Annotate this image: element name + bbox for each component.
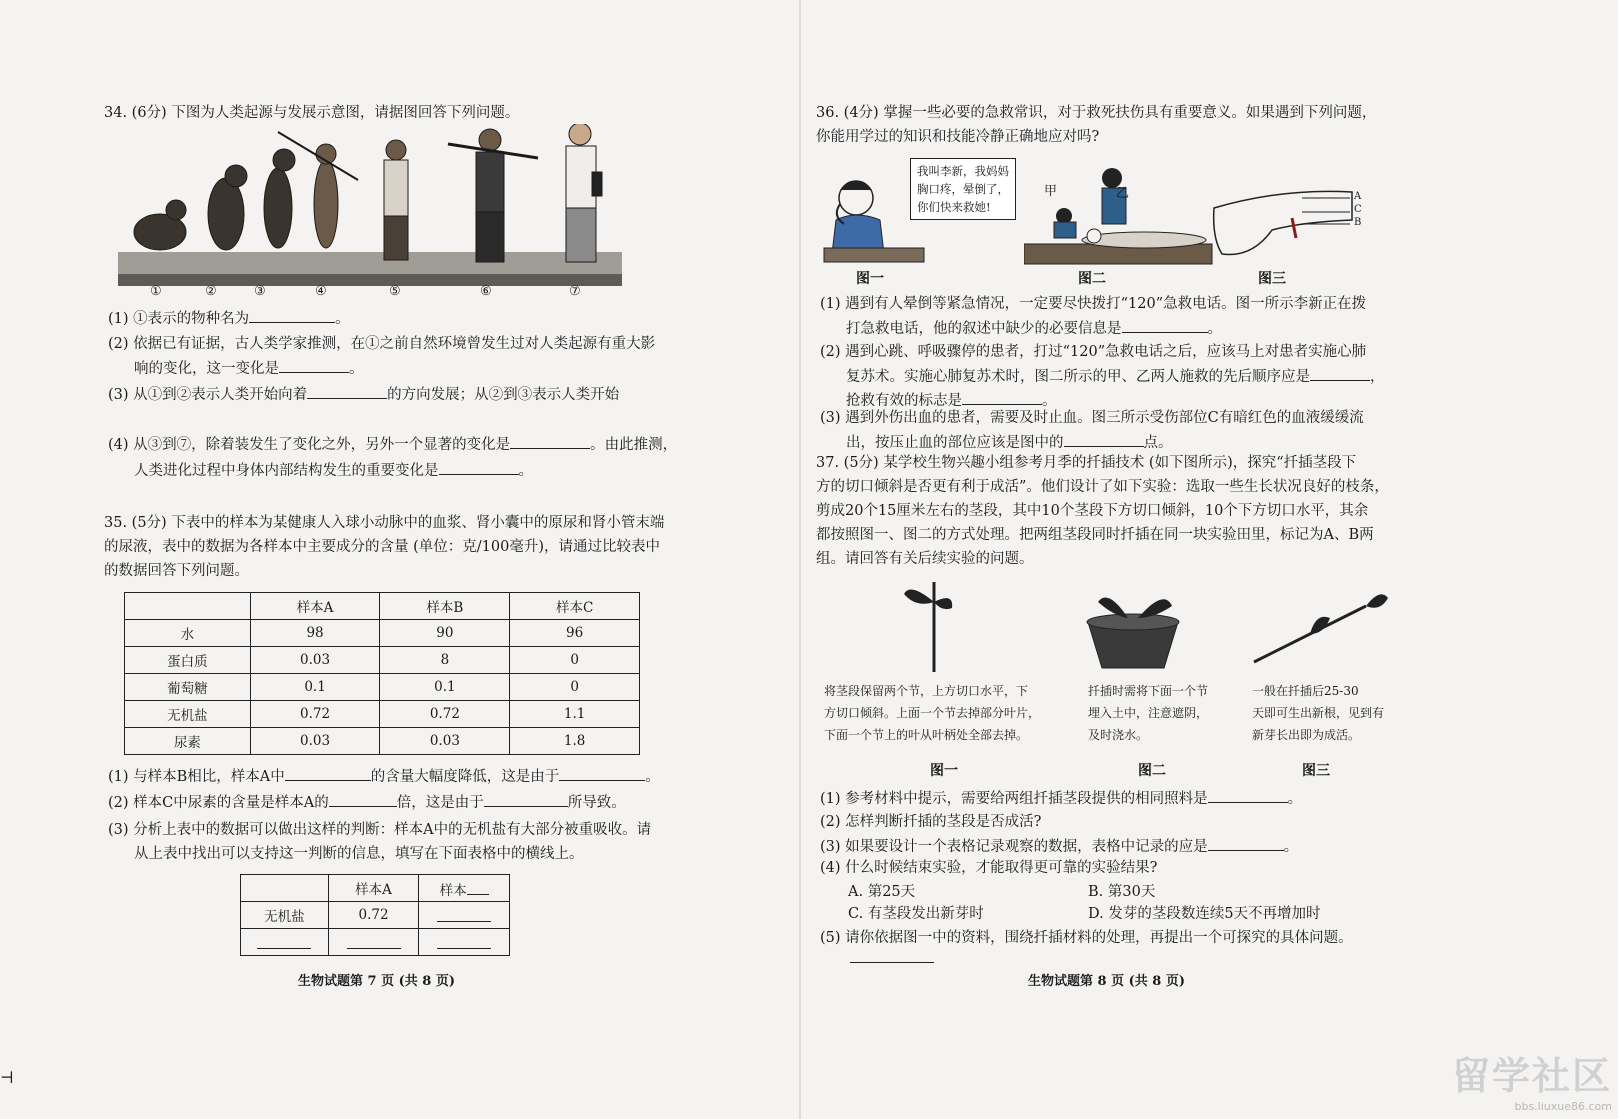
q37-figure-2-pot: [1068, 582, 1198, 672]
q36-fig2-label: 图二: [1078, 271, 1106, 287]
q35-item-1-end: 。: [645, 769, 660, 785]
q34-item-1: [108, 306, 350, 331]
marker-7: ⑦: [569, 284, 581, 299]
q35-title-3: 的数据回答下列问题。: [104, 563, 249, 579]
q35-table: [124, 592, 640, 755]
table-cell: 0.1: [250, 674, 380, 701]
q35-title-1: 35. (5分) 下表中的样本为某健康人入球小动脉中的血浆、肾小囊中的原尿和肾小管末端: [104, 515, 665, 531]
q36-item-1b-text: 打急救电话，他的叙述中缺少的必要信息是: [846, 321, 1122, 337]
q34-item-2b: [134, 356, 364, 381]
q37-fig2-label: 图二: [1138, 763, 1166, 779]
table-header-cell: 样本A: [250, 593, 380, 620]
table-cell: 8: [380, 647, 510, 674]
q35-item-2: [108, 790, 626, 815]
q34-item-4b-text: 人类进化过程中身体内部结构发生的重要变化是: [134, 463, 439, 479]
q36-title-2: 你能用学过的知识和技能冷静正确地应对吗?: [816, 129, 1100, 145]
answer-blank-sample[interactable]: [467, 878, 489, 895]
q37-option-b[interactable]: B. 第30天: [1088, 884, 1156, 900]
q34-item-2b-end: 。: [349, 361, 364, 377]
q36-item-1b: [846, 316, 1222, 341]
bubble-line-1: 我叫李新，我妈妈: [917, 164, 1009, 178]
table-cell: 0.03: [250, 728, 380, 755]
table-cell: 尿素: [125, 728, 251, 755]
table-header-cell: 样本C: [510, 593, 640, 620]
table-row: [125, 728, 640, 755]
q34-item-3: [108, 382, 619, 407]
caption-2-line-3: 及时浇水。: [1088, 728, 1149, 742]
table-row: [241, 902, 510, 929]
q36-figure-3-leg: [1212, 168, 1362, 264]
label-abc: [1354, 190, 1362, 229]
table-cell: 0.03: [380, 728, 510, 755]
answer-blank-4[interactable]: [347, 932, 401, 949]
table-cell: 96: [510, 620, 640, 647]
q37-option-c[interactable]: C. 有茎段发出新芽时: [848, 906, 984, 922]
q35-item-3b: 从上表中找出可以支持这一判断的信息，填写在下面表格中的横线上。: [134, 846, 584, 862]
table-header-cell: 样本A: [328, 875, 419, 902]
caption-1-line-2: 方切口倾斜。上面一个节去掉部分叶片，: [824, 706, 1041, 720]
q36-item-3b-text: 出，按压止血的部位应该是图中的: [846, 435, 1064, 451]
table-cell: 0.72: [250, 701, 380, 728]
q37-title-1: 37. (5分) 某学校生物兴趣小组参考月季的扦插技术 (如下图所示)，探究“扦插茎段下: [816, 455, 1357, 471]
table-row: [241, 929, 510, 956]
q35-item-1-text-b: 的含量大幅度降低，这是由于: [370, 769, 560, 785]
q37-fig3-label: 图三: [1302, 763, 1330, 779]
q36-item-2b-text: 复苏术。实施心肺复苏术时，图二所示的甲、乙两人施救的先后顺序应是: [846, 369, 1310, 385]
table-cell: [419, 929, 510, 956]
q36-item-2b-end: ，: [1370, 369, 1385, 385]
q37-title-3: 剪成20个15厘米左右的茎段，其中10个茎段下方切口倾斜，10个下方切口水平，其余: [816, 503, 1369, 519]
q37-figure-1-cutting: [890, 572, 970, 680]
q36-item-2c-end: 。: [1042, 393, 1057, 409]
table-row: [125, 647, 640, 674]
q37-figure-3-rooted: [1240, 582, 1390, 672]
q35-answer-table: [240, 874, 510, 956]
q34-item-4a-text: (4) 从③到⑦，除着装发生了变化之外，另外一个显著的变化是: [108, 437, 511, 453]
q36-blank-1[interactable]: [1122, 316, 1208, 333]
q36-blank-4[interactable]: [1064, 430, 1144, 447]
q37-item-1-end: 。: [1287, 791, 1303, 807]
table-cell: 水: [125, 620, 251, 647]
table-cell: [241, 929, 329, 956]
q37-item-3-text: (3) 如果要设计一个表格记录观察的数据，表格中记录的应是: [820, 839, 1208, 855]
q37-title-4: 都按照图一、图二的方式处理。把两组茎段同时扦插在同一块实验田里，标记为A、B两: [816, 527, 1374, 543]
table-cell: 90: [380, 620, 510, 647]
answer-blank-3[interactable]: [257, 932, 311, 949]
table-cell: 0: [510, 647, 640, 674]
caption-3-line-3: 新芽长出即为成活。: [1252, 728, 1361, 742]
q37-item-4: (4) 什么时候结束实验，才能取得更可靠的实验结果?: [820, 860, 1158, 876]
q34-item-1-text: (1) ①表示的物种名为: [108, 311, 250, 327]
table-header-cell: [125, 593, 251, 620]
q34-blank-2[interactable]: [279, 356, 349, 373]
table-header-row: [125, 593, 640, 620]
q37-blank-2[interactable]: [1208, 834, 1284, 851]
table-header-row: [241, 875, 510, 902]
caption-1-line-1: 将茎段保留两个节，上方切口水平，下: [824, 684, 1029, 698]
q37-title-5: 组。请回答有关后续实验的问题。: [816, 551, 1034, 567]
marker-3: ③: [254, 284, 266, 299]
q37-title-2: 方的切口倾斜是否更有利于成活”。他们设计了如下实验：选取一些生长状况良好的枝条，: [816, 479, 1389, 495]
marker-2: ②: [205, 284, 217, 299]
q34-blank-3[interactable]: [307, 382, 387, 399]
caption-3-line-2: 天即可生出新根，见到有: [1252, 706, 1385, 720]
q36-item-1a: (1) 遇到有人晕倒等紧急情况，一定要尽快拨打“120”急救电话。图一所示李新正在拨: [820, 296, 1367, 312]
table-cell: [328, 929, 419, 956]
q34-blank-5[interactable]: [439, 458, 519, 475]
marker-6: ⑥: [480, 284, 492, 299]
q37-item-1-text: (1) 参考材料中提示，需要给两组扦插茎段提供的相同照料是: [820, 791, 1208, 807]
q36-speech-bubble: [910, 158, 1016, 220]
q36-item-1b-end: 。: [1207, 321, 1222, 337]
q35-item-2-text: (2) 样本C中尿素的含量是样本A的: [108, 795, 329, 811]
q36-fig3-label: 图三: [1258, 271, 1286, 287]
table-cell: [419, 902, 510, 929]
table-cell: 无机盐: [241, 902, 329, 929]
table-row: [125, 674, 640, 701]
page-footer: 生物试题第 7 页 (共 8 页): [298, 974, 456, 989]
q34-item-4a-end: 。由此推测，: [590, 437, 678, 453]
label-jia: 甲: [1044, 184, 1058, 199]
q34-title: 34. (6分) 下图为人类起源与发展示意图，请据图回答下列问题。: [104, 105, 520, 121]
q37-item-1: [820, 786, 1302, 811]
marker-1: ①: [150, 284, 162, 299]
page-7: [0, 0, 800, 1119]
q35-blank-3[interactable]: [329, 790, 397, 807]
answer-blank-5[interactable]: [437, 932, 491, 949]
table-cell: 0.03: [250, 647, 380, 674]
label-b: B: [1354, 217, 1362, 228]
q36-item-2c-text: 抢救有效的标志是: [846, 393, 962, 409]
q34-item-4b: [134, 458, 533, 483]
q36-title-1: 36. (4分) 掌握一些必要的急救常识，对于救死扶伤具有重要意义。如果遇到下列问题，: [816, 105, 1377, 121]
q34-item-1-end: 。: [335, 311, 350, 327]
label-a: A: [1354, 191, 1362, 202]
table-cell: 0: [510, 674, 640, 701]
table-cell: 葡萄糖: [125, 674, 251, 701]
q36-item-3b-end: 点。: [1143, 435, 1173, 451]
page-8: [800, 0, 1618, 1119]
table-header-cell: [241, 875, 329, 902]
q36-item-2b: [846, 364, 1385, 389]
q36-item-3a: (3) 遇到外伤出血的患者，需要及时止血。图三所示受伤部位C有暗红色的血液缓缓流: [820, 410, 1364, 426]
q36-figure-2-cpr: [1024, 160, 1220, 268]
q37-item-2: (2) 怎样判断扦插的茎段是否成活?: [820, 814, 1042, 830]
q37-item-3-end: 。: [1283, 839, 1299, 855]
q36-fig1-label: 图一: [856, 271, 884, 287]
q34-item-2b-text: 响的变化，这一变化是: [134, 361, 279, 377]
q37-caption-2: [1088, 680, 1208, 746]
q34-item-3-text: (3) 从①到②表示人类开始向着: [108, 387, 308, 403]
table-cell: 98: [250, 620, 380, 647]
table-row: [125, 620, 640, 647]
q35-blank-2[interactable]: [559, 764, 645, 781]
caption-2-line-2: 埋入土中，注意遮阴，: [1088, 706, 1209, 720]
marker-4: ④: [315, 284, 327, 299]
label-yi: 乙: [1116, 186, 1130, 201]
marker-5: ⑤: [389, 284, 401, 299]
q37-caption-1: [824, 680, 1040, 746]
label-c: C: [1354, 204, 1362, 215]
q35-item-2-text-c: 所导致。: [567, 795, 626, 811]
q37-option-d[interactable]: D. 发芽的茎段数连续5天不再增加时: [1088, 906, 1321, 922]
q35-item-2-text-b: 倍，这是由于: [396, 795, 484, 811]
q34-blank-1[interactable]: [249, 306, 335, 323]
q37-caption-3: [1252, 680, 1384, 746]
caption-2-line-1: 扦插时需将下面一个节: [1088, 684, 1209, 698]
q37-blank-1[interactable]: [1208, 786, 1288, 803]
corner-mark: ⊣: [0, 1068, 14, 1087]
table-cell: 蛋白质: [125, 647, 251, 674]
q34-blank-4[interactable]: [510, 432, 590, 449]
q36-blank-2[interactable]: [1310, 364, 1370, 381]
q34-item-3-text-b: 的方向发展；从②到③表示人类开始: [387, 387, 620, 403]
table-cell: 0.72: [328, 902, 419, 929]
human-evolution-figure: [118, 124, 622, 286]
watermark: [1452, 1045, 1612, 1113]
q37-option-a[interactable]: A. 第25天: [848, 884, 916, 900]
answer-blank-value[interactable]: [437, 905, 491, 922]
q37-fig1-label: 图一: [930, 763, 958, 779]
bubble-line-2: 胸口疼，晕倒了，: [917, 182, 1009, 196]
q37-item-5: (5) 请你依据图一中的资料，围绕扦插材料的处理，再提出一个可探究的具体问题。: [820, 930, 1353, 946]
evolution-markers: [150, 284, 590, 302]
table-header-cell: 样本B: [380, 593, 510, 620]
answer-table-header-b: 样本: [439, 882, 467, 899]
table-cell: 0.72: [380, 701, 510, 728]
table-row: [125, 701, 640, 728]
q34-item-2a: (2) 依据已有证据，古人类学家推测，在①之前自然环境曾发生过对人类起源有重大影: [108, 336, 656, 352]
table-cell: 1.8: [510, 728, 640, 755]
q34-item-4a: [108, 432, 677, 457]
q35-title-2: 的尿液，表中的数据为各样本中主要成分的含量 (单位：克/100毫升)，请通过比较表中: [104, 539, 660, 555]
caption-1-line-3: 下面一个节上的叶从叶柄处全部去掉。: [824, 728, 1029, 742]
q37-blank-3[interactable]: [850, 962, 934, 963]
q34-item-4b-end: 。: [518, 463, 533, 479]
q35-item-1: [108, 764, 660, 789]
watermark-url: bbs.liuxue86.com: [1514, 1100, 1612, 1113]
watermark-logo: 留学社区: [1451, 1054, 1612, 1098]
caption-3-line-1: 一般在扦插后25-30: [1252, 684, 1359, 698]
table-header-cell: [419, 875, 510, 902]
table-cell: 1.1: [510, 701, 640, 728]
table-cell: 无机盐: [125, 701, 251, 728]
q35-blank-4[interactable]: [484, 790, 568, 807]
page-footer: 生物试题第 8 页 (共 8 页): [1028, 974, 1186, 989]
q35-item-1-text: (1) 与样本B相比，样本A中: [108, 769, 285, 785]
q36-blank-3[interactable]: [962, 388, 1042, 405]
q35-item-3a: (3) 分析上表中的数据可以做出这样的判断：样本A中的无机盐有大部分被重吸收。请: [108, 822, 652, 838]
q35-blank-1[interactable]: [285, 764, 371, 781]
q36-item-2a: (2) 遇到心跳、呼吸骤停的患者，打过“120”急救电话之后，应该马上对患者实施心肺: [820, 344, 1367, 360]
table-cell: 0.1: [380, 674, 510, 701]
bubble-line-3: 你们快来救她!: [917, 200, 991, 214]
